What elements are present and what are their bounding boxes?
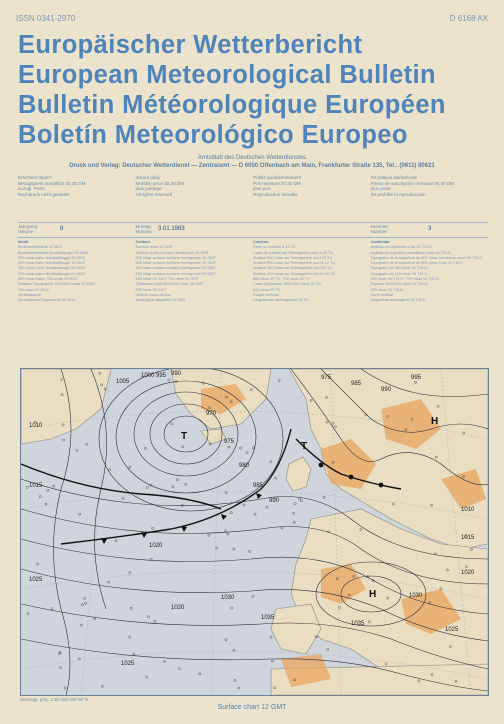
isobar-label: 975	[224, 439, 235, 445]
isobar-label: 1010	[29, 423, 43, 429]
contents-item: 300 mbar surface northern hemisphere 00 GMT	[135, 266, 216, 271]
isobar-label: 1020	[171, 605, 185, 611]
number-label: Number	[370, 229, 387, 234]
publication-code: D 6168 AX	[449, 14, 488, 23]
isobar-label: 970	[206, 411, 217, 417]
contents-item: 500 mbar surface northern hemisphere 12 GMT	[135, 261, 216, 266]
contents-item: Diagramas aerológicos 00 T.M.G.	[370, 298, 427, 303]
isobar-label: 995	[411, 375, 422, 381]
volume-value: 8	[60, 226, 64, 232]
info-text: zuzügl. Porto	[18, 186, 45, 192]
contents-item: 200 mbar 00 MGZ	[18, 287, 49, 292]
isobar-label: 1035	[351, 621, 365, 627]
day-labels	[136, 223, 254, 237]
contents-item: 200 mbar 00 T.M.G.	[370, 287, 404, 292]
isobar-label: 1035	[261, 615, 275, 621]
contents-item: 850 mbar 00 T.M.G., 700 mbar 00 T.M.G.	[370, 277, 440, 282]
title-block	[18, 30, 488, 150]
info-text: Nachdruck nicht gestattet	[18, 191, 70, 197]
issue-info	[18, 222, 488, 238]
isobar-label: 1030	[221, 595, 235, 601]
isobar-label: 1025	[121, 661, 135, 667]
contents-item: Aerologische Diagramme 00 MGZ	[18, 298, 76, 303]
warm-front-semicircle	[319, 463, 324, 468]
contents-item: 200 mbar 00 GMT	[135, 287, 167, 292]
contents-item: 100-mbar-Karte Nordhalbkugel 00 MGZ	[18, 271, 85, 276]
info-text: Se publica diariamente	[370, 175, 418, 180]
contents-item: Topografía de 300 mbar 00 T.M.G.	[370, 266, 429, 271]
date-value: 3.01.1983	[158, 226, 185, 232]
info-text: Monthly price 30,30 DM	[135, 180, 185, 186]
contents-item: Bodenwetterkarte Nordhalbkugel 00 MGZ	[18, 250, 89, 255]
contents-item: Corte vertical	[370, 292, 393, 297]
contents-item: Diagrammes aérologiques 00 TU	[253, 298, 309, 303]
contents-item: Carte de surface sur l'hémisphère nord à 00 TU	[253, 250, 334, 255]
contents-item: Surface 500 mbar sur l'hémisphère nord 00 TU	[253, 255, 332, 260]
isobar-label: 985	[351, 381, 362, 387]
contents-item: 850-mbar-Karte, 700-mbar 00 MGZ	[18, 277, 78, 282]
top-meta	[16, 14, 488, 26]
contents-item: 500-mbar-Karte Nordhalbkugel 00 MGZ	[18, 255, 85, 260]
isobar-label: 975	[321, 375, 332, 381]
contents-item: 500 mbar surface northern hemisphere 00 GMT	[135, 255, 216, 260]
info-text: All rights reserved	[135, 191, 173, 197]
contents-item: Coupe verticale	[253, 292, 280, 297]
contents-item: 850 mbar 00 TU, 700 mbar 00 TU	[253, 277, 310, 282]
contents-item: Bodenwetterkarte 12 MGZ	[18, 245, 63, 250]
title-english: European Meteorological Bulletin	[18, 61, 437, 89]
contents-heading: Content	[135, 240, 150, 244]
title-french: Bulletin Météorologique Européen	[18, 91, 446, 119]
info-text: Publié quotidiennement	[253, 175, 302, 180]
title-german: Europäischer Wetterbericht	[18, 31, 363, 59]
title-spanish: Boletín Meteorológico Europeo	[18, 121, 408, 149]
contents-item: Vertikalschnitt	[18, 292, 42, 297]
subscription-info	[18, 175, 488, 197]
isobar-label: 980	[239, 463, 250, 469]
isobar-label: 1025	[445, 627, 459, 633]
info-text: Se prohíbe la reproducción	[370, 191, 426, 197]
isobar-label: 990	[269, 498, 280, 504]
contents-item: Vertical cross section	[135, 292, 172, 297]
contents-item: Surface chart northern hemisphere 00 GMT	[135, 250, 209, 255]
contents-item: 300-mbar-Karte Nordhalbkugel 00 MGZ	[18, 266, 85, 271]
contents-item: Surface chart 12 GMT	[135, 245, 173, 250]
info-column-english	[136, 175, 254, 197]
info-text: Prix mensuel 30,30 DM	[253, 180, 301, 186]
contents-heading: Contenu	[253, 240, 269, 244]
info-text: plus postage	[135, 186, 162, 192]
contents-item: Análisis en superficie hemisferio norte 00 T.M.G.	[370, 250, 452, 255]
day-label: Montag	[135, 224, 151, 229]
isobar-label: 1010	[461, 507, 475, 513]
contents-item: 500-mbar-Karte Nordhalbkugel 12 MGZ	[18, 261, 85, 266]
isobar-label: 1015	[29, 483, 43, 489]
contents-item: Topografía de la superficie de 500 mbar a las 12 T.M.G.	[370, 261, 464, 266]
contents-item: 100 mbar surface northern hemisphere 00 GMT	[135, 271, 216, 276]
contents-column	[253, 240, 371, 304]
high-center: H	[431, 416, 439, 427]
contents-item: Surface 100 mbar sur l'hémisphère nord à 00 TU	[253, 271, 336, 276]
isobar-label: 990	[171, 371, 182, 377]
isobar-label: 1020	[149, 543, 163, 549]
contents-item: Topografía de 100 mbar 00 T.M.G.	[370, 271, 429, 276]
warm-front-semicircle	[349, 475, 354, 480]
info-text: Bezugspreis monatlich 30,30 DM	[18, 180, 86, 186]
contents-item: 850 mbar 00 GMT, 700 mbar 00 GMT	[135, 277, 199, 282]
contents-item: Thickness chart 500/1000 mbar 00 GMT	[135, 282, 204, 287]
contents-column	[371, 240, 489, 304]
volume-labels	[18, 223, 136, 237]
warm-front-semicircle	[379, 483, 384, 488]
imprint-line-2: Druck und Verlag: Deutscher Wetterdienst — Zentralamt — D 6050 Offenbach am Main, Frankfurter Straße 135, Tel.: (0611) 80621	[69, 163, 435, 169]
volume-label: Jahrgang	[18, 224, 38, 229]
info-column-german	[18, 175, 136, 197]
contents-column	[18, 240, 136, 304]
contents-item: Topografía de la superficie de 500 mbar hemisferio norte 00 T.M.G.	[370, 255, 484, 260]
day-label: Monday	[135, 229, 152, 234]
imprint-line-1: Amtsblatt des Deutschen Wetterdienstes	[197, 155, 307, 161]
info-text: Precio de suscripción mensual 30,30 DM	[370, 180, 454, 186]
isobar-label: 985	[253, 483, 264, 489]
info-column-spanish	[371, 175, 489, 197]
isobar-label: 995	[156, 373, 167, 379]
low-center: T	[301, 441, 308, 452]
info-text: plus porte	[370, 186, 391, 192]
contents-item: Análisis en superficie a las 12 T.M.G.	[370, 245, 433, 250]
contents-heading: Contenido	[370, 240, 390, 244]
table-of-contents	[18, 240, 488, 304]
weather-map-drawing	[21, 369, 488, 695]
surface-weather-map	[20, 368, 489, 696]
info-text: plus port	[253, 186, 271, 192]
low-center: T	[181, 431, 188, 442]
info-text: Erscheint täglich	[18, 175, 52, 180]
high-center: H	[369, 589, 377, 600]
info-text: Issued daily	[135, 175, 160, 180]
contents-item: Carte d'épaisseur 500/1000 mbar 00 TU	[253, 282, 321, 287]
scale-note: Stereogr. proj. 1:30 000 000 60°N	[20, 697, 89, 702]
map-caption: Surface chart 12 GMT	[217, 704, 287, 711]
contents-column	[136, 240, 254, 304]
number-value: 3	[428, 226, 432, 232]
isobar-label: 1025	[29, 577, 43, 583]
volume-label: Volume	[18, 229, 34, 234]
contents-heading: Inhalt	[18, 240, 29, 244]
isobar-label: 1000	[141, 373, 155, 379]
contents-item: 200 mbar 00 TU	[253, 287, 281, 292]
number-label: Nummer	[370, 224, 389, 229]
isobar-label: 990	[381, 387, 392, 393]
info-column-french	[253, 175, 371, 197]
isobar-label: 1030	[409, 593, 423, 599]
isobar-label: 1015	[461, 535, 475, 541]
contents-item: Carte en surface à 12 TU	[253, 245, 296, 250]
contents-item: Relative Topographie 500/1000 mbar 00 MGZ	[18, 282, 95, 287]
isobar-label: 1005	[116, 379, 130, 385]
contents-item: Surface 500 mbar sur l'hémisphère nord à 12 TU	[253, 261, 336, 266]
contents-item: Espesor 500/1000 mbar 00 T.M.G.	[370, 282, 429, 287]
contents-item: Aerological diagrams 00 GMT	[135, 298, 186, 303]
info-text: Reproduction interdite	[253, 191, 298, 197]
contents-item: Surface 300 mbar sur l'hémisphère nord 00 TU	[253, 266, 332, 271]
spacer	[253, 223, 371, 237]
issn-number: ISSN 0341-2970	[16, 14, 76, 23]
isobar-label: 1020	[461, 570, 475, 576]
